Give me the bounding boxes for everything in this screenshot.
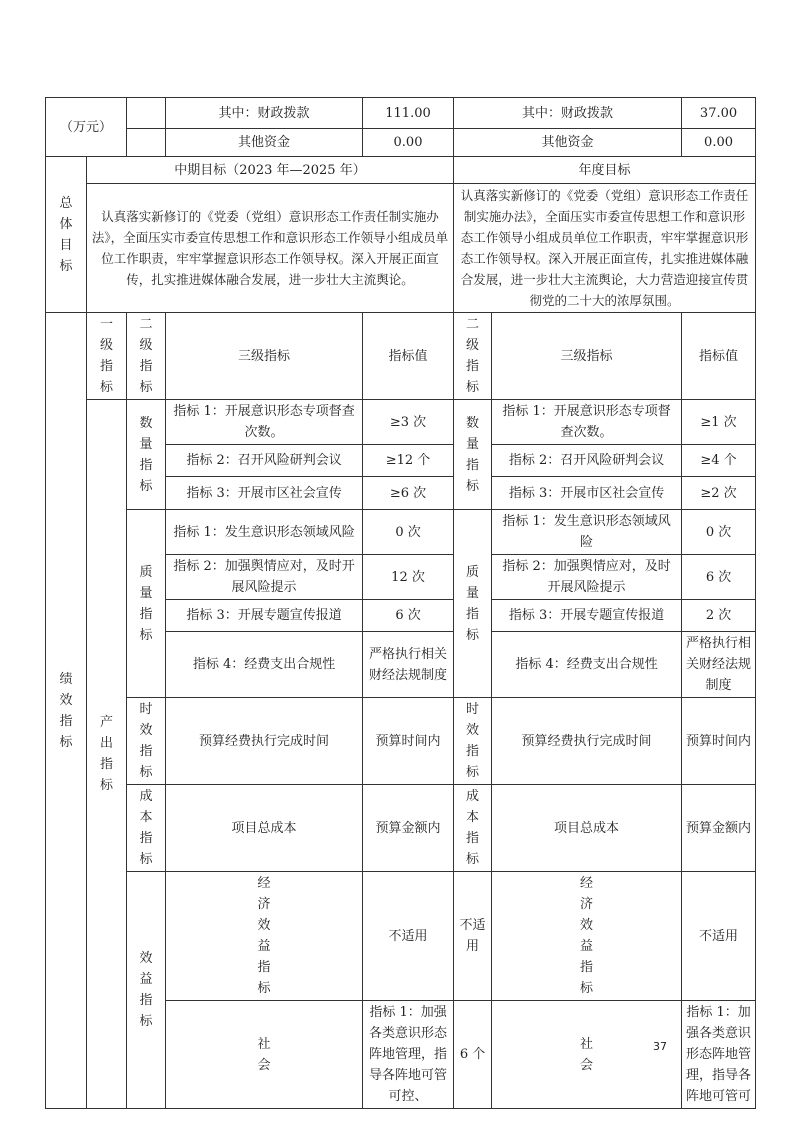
- annual-fiscal-value: 37.00: [682, 98, 756, 129]
- page-number: 37: [653, 1040, 667, 1053]
- mid-other-value: 0.00: [363, 129, 454, 157]
- header-level2: 二级指标: [127, 313, 166, 400]
- indicator-value: 12 次: [363, 555, 454, 600]
- indicator-value: ≥6 次: [363, 477, 454, 510]
- social-label-annual: 社会: [492, 1001, 682, 1109]
- timeliness-label: 时效指标: [127, 698, 166, 785]
- mid-fiscal-value: 111.00: [363, 98, 454, 129]
- indicator-name: 预算经费执行完成时间: [492, 698, 682, 785]
- indicator-name: 项目总成本: [166, 785, 363, 872]
- indicator-name: 指标 3：开展专题宣传报道: [492, 600, 682, 632]
- indicator-value: ≥3 次: [363, 400, 454, 445]
- indicator-name: 指标 2：加强舆情应对，及时开展风险提示: [166, 555, 363, 600]
- quantity-label: 数量指标: [127, 400, 166, 510]
- indicator-value: 0 次: [363, 510, 454, 555]
- indicator-value: ≥12 个: [363, 445, 454, 477]
- indicator-value: 预算时间内: [363, 698, 454, 785]
- indicator-name: 预算经费执行完成时间: [166, 698, 363, 785]
- quality-label-annual: 质量指标: [454, 510, 492, 698]
- performance-label: [46, 313, 87, 1109]
- indicator-name: 指标 1：开展意识形态专项督查次数。: [492, 400, 682, 445]
- indicator-name: 指标 1：开展意识形态专项督查次数。: [166, 400, 363, 445]
- indicator-value: 6 次: [363, 600, 454, 632]
- header-level1: 一级指标: [87, 313, 127, 400]
- timeliness-label-annual: 时效指标: [454, 698, 492, 785]
- economic-label: 经济效益指标: [166, 872, 363, 1001]
- indicator-value: 6 个: [454, 1001, 492, 1109]
- header-level3-annual: 三级指标: [492, 313, 682, 400]
- indicator-name: 指标 3：开展市区社会宣传: [166, 477, 363, 510]
- indicator-value: 不适用: [454, 872, 492, 1001]
- header-level3: 三级指标: [166, 313, 363, 400]
- annual-goal-text: 认真落实新修订的《党委（党组）意识形态工作责任制实施办法》，全面压实市委宣传思想工作和意识形态工作领导小组成员单位工作职责，牢牢掌握意识形态工作领导权。深入开展正面宣传，扎实推进媒体融合发展，进一步壮大主流舆论，大力营造迎接宣传贯彻党的二十大的浓厚氛围。: [454, 184, 756, 313]
- mid-fiscal-label: 其中：财政拨款: [166, 98, 363, 129]
- annual-header: 年度目标: [454, 157, 756, 184]
- quality-label: 质量指标: [127, 510, 166, 698]
- economic-label-annual: 经济效益指标: [492, 872, 682, 1001]
- indicator-name: 指标 1：加强各类意识形态阵地管理，指导各阵地可管可: [682, 1001, 756, 1109]
- annual-fiscal-label: 其中：财政拨款: [454, 98, 682, 129]
- indicator-name: 指标 3：开展专题宣传报道: [166, 600, 363, 632]
- indicator-value: 6 次: [682, 555, 756, 600]
- quantity-label-annual: 数量指标: [454, 400, 492, 510]
- indicator-name: 不适用: [363, 872, 454, 1001]
- indicator-value: 预算金额内: [682, 785, 756, 872]
- indicator-name: 指标 1：加强各类意识形态阵地管理，指导各阵地可管可控、: [363, 1001, 454, 1109]
- overall-goal-label: [46, 157, 87, 313]
- indicator-name: 指标 2：召开风险研判会议: [166, 445, 363, 477]
- indicator-value: 严格执行相关财经法规制度: [682, 632, 756, 698]
- social-label: 社会: [166, 1001, 363, 1109]
- indicator-value: ≥2 次: [682, 477, 756, 510]
- cost-label: 成本指标: [127, 785, 166, 872]
- indicator-value: ≥1 次: [682, 400, 756, 445]
- header-value: 指标值: [363, 313, 454, 400]
- indicator-name: 指标 4：经费支出合规性: [166, 632, 363, 698]
- performance-table: [45, 97, 756, 1109]
- indicator-name: 指标 1：发生意识形态领域风险: [492, 510, 682, 555]
- indicator-value: 0 次: [682, 510, 756, 555]
- indicator-value: 2 次: [682, 600, 756, 632]
- annual-other-label: 其他资金: [454, 129, 682, 157]
- indicator-value: 预算金额内: [363, 785, 454, 872]
- indicator-name: 项目总成本: [492, 785, 682, 872]
- indicator-value: ≥4 个: [682, 445, 756, 477]
- indicator-value: 预算时间内: [682, 698, 756, 785]
- indicator-name: 指标 4：经费支出合规性: [492, 632, 682, 698]
- mid-term-goal-text: 认真落实新修订的《党委（党组）意识形态工作责任制实施办法》，全面压实市委宣传思想工作和意识形态工作领导小组成员单位工作职责，牢牢掌握意识形态工作领导权。深入开展正面宣传，扎实推进媒体融合发展，进一步壮大主流舆论。: [87, 184, 454, 313]
- output-indicator-label: 产出指标: [87, 400, 127, 1109]
- annual-other-value: 0.00: [682, 129, 756, 157]
- header-value-annual: 指标值: [682, 313, 756, 400]
- mid-term-header: 中期目标（2023 年—2025 年）: [87, 157, 454, 184]
- header-level2-annual: 二级指标: [454, 313, 492, 400]
- cost-label-annual: 成本指标: [454, 785, 492, 872]
- indicator-name: 指标 1：发生意识形态领域风险: [166, 510, 363, 555]
- indicator-name: 指标 2：加强舆情应对，及时开展风险提示: [492, 555, 682, 600]
- mid-other-label: 其他资金: [166, 129, 363, 157]
- performance-label-text: 绩效指标: [59, 671, 73, 750]
- indicator-name: 指标 2：召开风险研判会议: [492, 445, 682, 477]
- indicator-name: 不适用: [682, 872, 756, 1001]
- overall-goal-text: 总体目标: [59, 195, 73, 274]
- indicator-value: 严格执行相关财经法规制度: [363, 632, 454, 698]
- benefit-indicator-label: 效益指标: [127, 872, 166, 1109]
- unit-label: （万元）: [46, 98, 127, 157]
- indicator-name: 指标 3：开展市区社会宣传: [492, 477, 682, 510]
